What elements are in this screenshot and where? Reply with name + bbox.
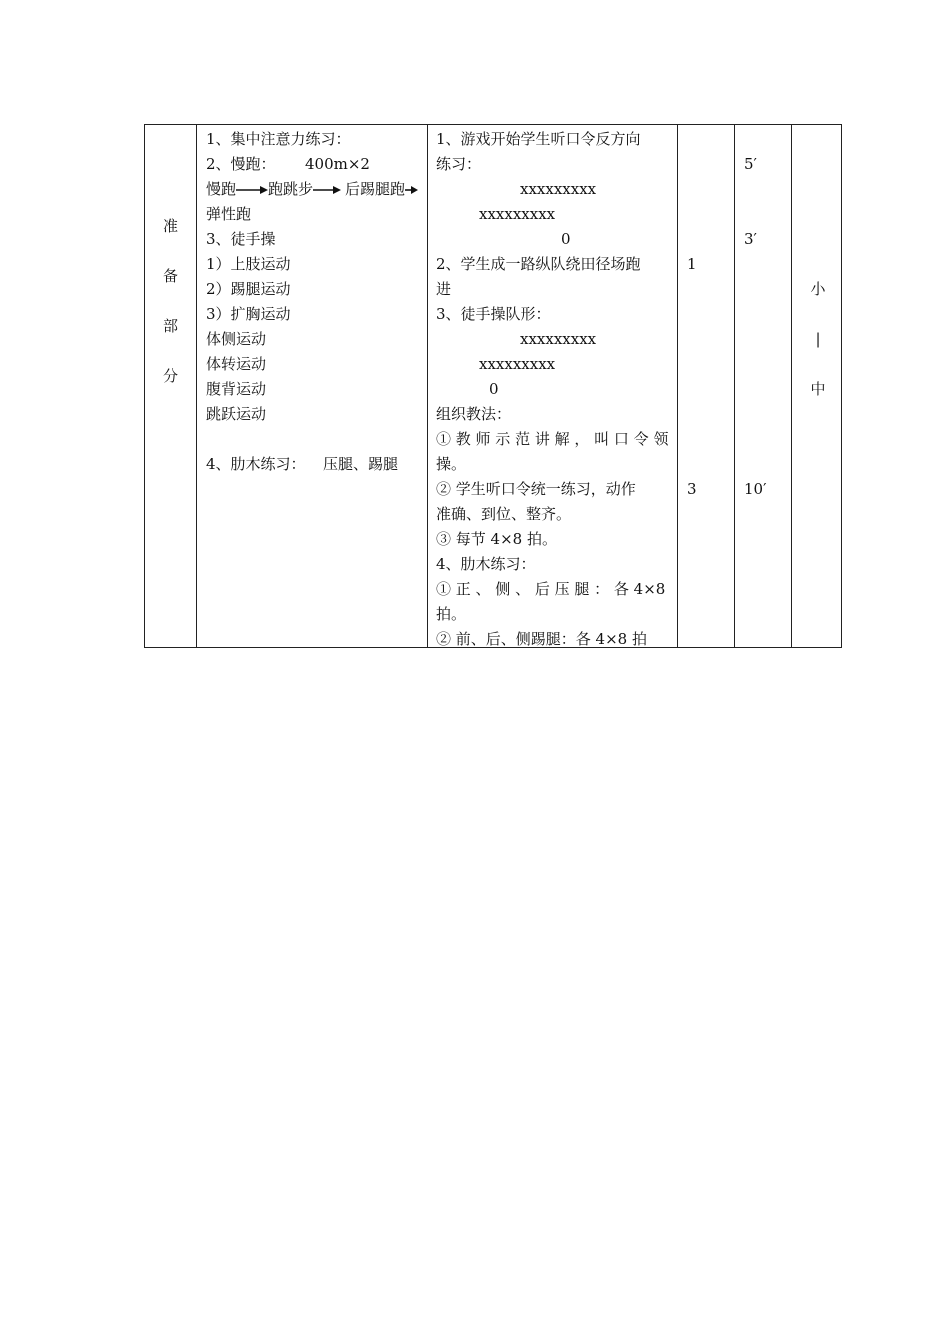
content-line: 1）上肢运动 — [206, 255, 291, 273]
run-step: 跑跳步 — [268, 180, 314, 198]
org-line: 组织教法： — [436, 405, 512, 423]
teacher-marker: 0 — [561, 230, 571, 248]
arrow-right-icon — [236, 185, 268, 195]
org-line: ③ 每节 4×8 拍。 — [436, 530, 557, 548]
content-line: 400m×2 — [305, 155, 370, 173]
org-line: ② 学生听口令统一练习，动作 — [436, 480, 636, 498]
organization-column — [427, 125, 677, 647]
intensity-column — [791, 125, 843, 647]
time-column — [734, 125, 791, 647]
org-line: 1、游戏开始学生听口令反方向 — [436, 130, 641, 148]
time-value: 5′ — [744, 155, 757, 173]
content-line: 跳跃运动 — [206, 405, 267, 423]
content-line: 腹背运动 — [206, 380, 267, 398]
intensity-char: | — [815, 330, 821, 348]
formation-row: xxxxxxxxx — [479, 355, 556, 373]
arrow-right-icon — [405, 185, 419, 195]
count-value: 1 — [687, 255, 697, 273]
teacher-marker: 0 — [489, 380, 499, 398]
section-char: 准 — [162, 217, 178, 235]
run-step: 慢跑 — [206, 180, 237, 198]
content-line: 2、慢跑： — [206, 155, 276, 173]
count-column — [677, 125, 734, 647]
intensity-char: 小 — [810, 280, 826, 298]
count-value: 3 — [687, 480, 697, 498]
section-char: 备 — [162, 267, 178, 285]
org-line: 2、学生成一路纵队绕田径场跑 — [436, 255, 641, 273]
content-line: 体转运动 — [206, 355, 267, 373]
section-column — [145, 125, 196, 647]
org-line: ① 正 、 侧 、 后 压 腿 ： 各 4×8 — [436, 580, 666, 598]
content-line: 3、徒手操 — [206, 230, 276, 248]
run-step: 后踢腿跑 — [345, 180, 406, 198]
org-line: ① 教 师 示 范 讲 解 ， 叫 口 令 领 — [436, 430, 669, 448]
content-line: 弹性跑 — [206, 205, 252, 223]
lesson-table — [144, 124, 842, 648]
org-line: 进 — [436, 280, 452, 298]
content-line: 体侧运动 — [206, 330, 267, 348]
arrow-right-icon — [313, 185, 341, 195]
content-line — [206, 180, 419, 198]
intensity-label — [792, 280, 844, 430]
formation-row: xxxxxxxxx — [520, 180, 597, 198]
content-line: 压腿、踢腿 — [323, 455, 399, 473]
org-line: ② 前、后、侧踢腿：各 4×8 拍 — [436, 630, 647, 648]
section-char: 分 — [162, 367, 178, 385]
content-column — [196, 125, 427, 647]
formation-row: xxxxxxxxx — [479, 205, 556, 223]
section-char: 部 — [162, 317, 178, 335]
org-line: 操。 — [436, 455, 467, 473]
content-line: 3）扩胸运动 — [206, 305, 291, 323]
formation-row: xxxxxxxxx — [520, 330, 597, 348]
time-value: 3′ — [744, 230, 757, 248]
section-label — [145, 217, 196, 417]
org-line: 准确、到位、整齐。 — [436, 505, 572, 523]
content-line: 2）踢腿运动 — [206, 280, 291, 298]
content-line: 1、集中注意力练习： — [206, 130, 351, 148]
content-line: 4、肋木练习： — [206, 455, 306, 473]
org-line: 3、徒手操队形： — [436, 305, 551, 323]
org-line: 拍。 — [436, 605, 467, 623]
intensity-char: 中 — [810, 380, 826, 398]
org-line: 4、肋木练习： — [436, 555, 536, 573]
time-value: 10′ — [744, 480, 767, 498]
org-line: 练习： — [436, 155, 482, 173]
